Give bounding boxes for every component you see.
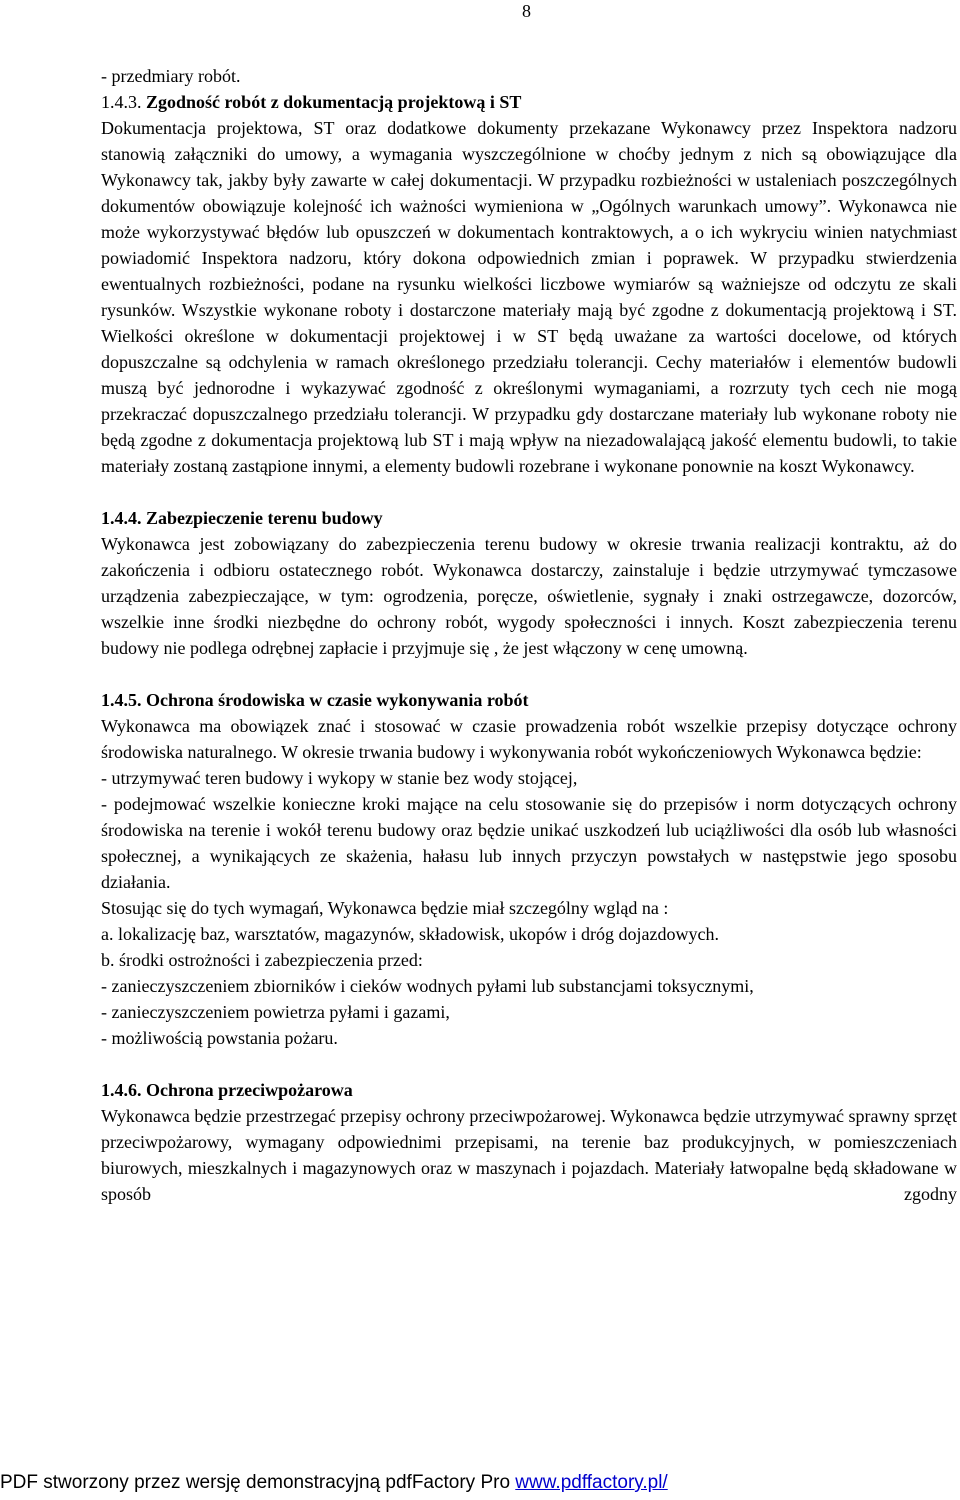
list-item: - zanieczyszczeniem zbiorników i cieków wodnych pyłami lub substancjami toksycznymi, <box>101 976 754 996</box>
list-item: - utrzymywać teren budowy i wykopy w stanie bez wody stojącej, <box>101 768 578 788</box>
section-body-1-4-5: Wykonawca ma obowiązek znać i stosować w czasie prowadzenia robót wszelkie przepisy dotyczące ochrony środowiska naturalnego. W okresie trwania budowy i wykonywania robót wykończeniowych Wykonawca będzie: <box>101 716 957 762</box>
section-number: 1.4.3. <box>101 92 142 112</box>
list-item: - zanieczyszczeniem powietrza pyłami i gazami, <box>101 1002 450 1022</box>
intro-line: - przedmiary robót. <box>101 66 241 86</box>
section-heading-1-4-5 <box>101 687 957 713</box>
page-number: 8 <box>522 1 531 21</box>
list-item: - podejmować wszelkie konieczne kroki mające na celu stosowanie się do przepisów i norm dotyczących ochrony środowiska na terenie i wokół terenu budowy oraz będzie unikać uszkodzeń lub uciążliwości dla osób lub własności społecznej, a wynikających ze skażenia, hałasu lub innych przyczyn powstałych w następstwie jego sposobu działania. <box>101 794 957 892</box>
document-body <box>101 63 957 1207</box>
section-title: Ochrona przeciwpożarowa <box>146 1080 353 1100</box>
footer-text: PDF stworzony przez wersję demonstracyjną pdfFactory Pro <box>0 1472 516 1493</box>
section-number: 1.4.4. <box>101 508 142 528</box>
section-heading-1-4-4 <box>101 505 957 531</box>
section-body-1-4-6: Wykonawca będzie przestrzegać przepisy ochrony przeciwpożarowej. Wykonawca będzie utrzymywać sprawny sprzęt przeciwpożarowy, wymagany odpowiednimi przepisami, na terenie baz produkcyjnych, w pomieszczeniach biurowych, mieszkalnych i magazynowych oraz w maszynach i pojazdach. Materiały łatwopalne będą składowane w sposób zgodny <box>101 1106 957 1204</box>
section-heading-1-4-3 <box>101 89 957 115</box>
list-item: - możliwością powstania pożaru. <box>101 1028 338 1048</box>
list-item-b: b. środki ostrożności i zabezpieczenia przed: <box>101 950 423 970</box>
section-heading-1-4-6 <box>101 1077 957 1103</box>
list-item-a: a. lokalizację baz, warsztatów, magazynów, składowisk, ukopów i dróg dojazdowych. <box>101 924 719 944</box>
section-title: Ochrona środowiska w czasie wykonywania robót <box>146 690 529 710</box>
section-number: 1.4.6. <box>101 1080 142 1100</box>
sub-intro: Stosując się do tych wymagań, Wykonawca będzie miał szczególny wgląd na : <box>101 898 669 918</box>
pdf-footer <box>0 1471 960 1495</box>
section-title: Zgodność robót z dokumentacją projektową i ST <box>146 92 522 112</box>
section-body-1-4-4: Wykonawca jest zobowiązany do zabezpieczenia terenu budowy w okresie trwania realizacji kontraktu, aż do zakończenia i odbioru ostatecznego robót. Wykonawca dostarczy, zainstaluje i będzie utrzymywać tymczasowe urządzenia zabezpieczające, w tym: ogrodzenia, poręcze, oświetlenie, sygnały i znaki ostrzegawcze, dozorców, wszelkie inne środki niezbędne do ochrony robót, wygody społeczności i innych. Koszt zabezpieczenia terenu budowy nie podlega odrębnej zapłacie i przyjmuje się , że jest włączony w cenę umowną. <box>101 534 957 658</box>
section-title: Zabezpieczenie terenu budowy <box>146 508 383 528</box>
footer-link[interactable]: www.pdffactory.pl/ <box>515 1472 668 1493</box>
section-number: 1.4.5. <box>101 690 142 710</box>
section-body-1-4-3: Dokumentacja projektowa, ST oraz dodatkowe dokumenty przekazane Wykonawcy przez Inspektora nadzoru stanowią załączniki do umowy, a wymagania wyszczególnione w choćby jednym z nich są obowiązujące dla Wykonawcy tak, jakby były zawarte w całej dokumentacji. W przypadku rozbieżności w ustaleniach poszczególnych dokumentów obowiązuje kolejność ich ważności wymieniona w „Ogólnych warunkach umowy”. Wykonawca nie może wykorzystywać błędów lub opuszczeń w dokumentach kontraktowych, a o ich wykryciu winien natychmiast powiadomić Inspektora nadzoru, który dokona odpowiednich zmian i poprawek. W przypadku stwierdzenia ewentualnych rozbieżności, podane na rysunku wielkości liczbowe wymiarów są ważniejsze od odczytu ze skali rysunków. Wszystkie wykonane roboty i dostarczone materiały mają być zgodne z dokumentacją projektową i ST. Wielkości określone w dokumentacji projektowej i w ST będą uważane za wartości docelowe, od których dopuszczalne są odchylenia w ramach określonego przedziału tolerancji. Cechy materiałów i elementów budowli muszą być jednorodne i wykazywać zgodność z określonymi wymaganiami, a rozrzuty tych cech nie mogą przekraczać dopuszczalnego przedziału tolerancji. W przypadku gdy dostarczane materiały lub wykonane roboty nie będą zgodne z dokumentacja projektową lub ST i mają wpływ na niezadowalającą jakość elementu budowli, to takie materiały zostaną zastąpione innymi, a elementy budowli rozebrane i wykonane ponownie na koszt Wykonawcy. <box>101 118 957 476</box>
